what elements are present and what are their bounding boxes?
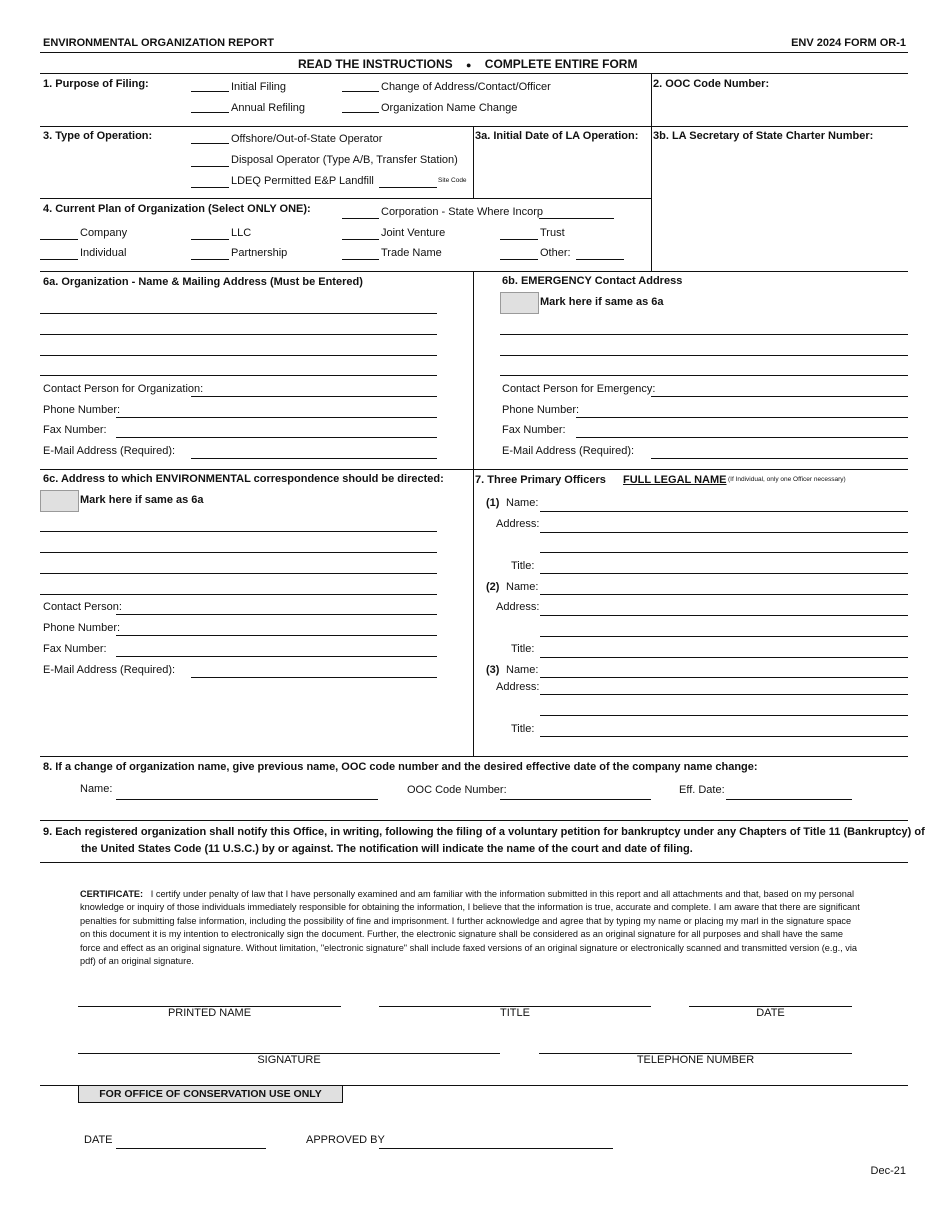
officer-1-number: (1) — [486, 497, 500, 509]
offshore-label: Offshore/Out-of-State Operator — [231, 133, 383, 145]
form-id: ENV 2024 FORM OR-1 — [791, 37, 906, 49]
env-address-line-2[interactable] — [40, 552, 437, 553]
site-code-field[interactable] — [379, 187, 437, 188]
plan-of-organization-label: 4. Current Plan of Organization (Select ONLY ONE): — [43, 203, 311, 215]
emergency-email-field[interactable] — [651, 458, 908, 459]
emergency-phone-field[interactable] — [576, 417, 908, 418]
divider — [40, 469, 908, 470]
env-email-field[interactable] — [191, 677, 437, 678]
certificate-text-block — [80, 888, 860, 968]
emergency-same-checkbox[interactable] — [500, 292, 539, 314]
org-address-label: 6a. Organization - Name & Mailing Address (Must be Entered) — [43, 276, 363, 288]
officer-1-name-field[interactable] — [540, 511, 908, 512]
bullet-icon: ● — [466, 60, 472, 70]
eff-date-label: Eff. Date: — [679, 784, 725, 796]
officer-2-address-line-2[interactable] — [540, 636, 908, 637]
org-fax-label: Fax Number: — [43, 424, 107, 436]
individual-label: Individual — [80, 247, 127, 259]
individual-checkbox[interactable] — [40, 259, 78, 260]
env-phone-label: Phone Number: — [43, 622, 121, 634]
divider — [40, 198, 651, 199]
type-of-operation-label: 3. Type of Operation: — [43, 130, 153, 142]
officer-2-address-field[interactable] — [540, 615, 908, 616]
charter-number-label: 3b. LA Secretary of State Charter Number: — [653, 130, 874, 142]
annual-refiling-checkbox[interactable] — [191, 112, 229, 113]
certificate-heading: CERTIFICATE: — [80, 889, 144, 899]
other-field[interactable] — [576, 259, 624, 260]
company-label: Company — [80, 227, 128, 239]
divider — [651, 73, 652, 271]
purpose-of-filing-label: 1. Purpose of Filing: — [43, 78, 149, 90]
org-address-line-1[interactable] — [40, 313, 437, 314]
env-email-label: E-Mail Address (Required): — [43, 664, 176, 676]
disposal-label: Disposal Operator (Type A/B, Transfer Station) — [231, 154, 458, 166]
telephone-label: TELEPHONE NUMBER — [636, 1054, 755, 1066]
org-phone-label: Phone Number: — [43, 404, 121, 416]
officer-3-number: (3) — [486, 664, 500, 676]
initial-filing-checkbox[interactable] — [191, 91, 229, 92]
env-address-line-3[interactable] — [40, 573, 437, 574]
env-fax-field[interactable] — [116, 656, 437, 657]
disposal-checkbox[interactable] — [191, 166, 229, 167]
officer-3-title-field[interactable] — [540, 736, 908, 737]
change-address-label: Change of Address/Contact/Officer — [381, 81, 551, 93]
landfill-checkbox[interactable] — [191, 187, 229, 188]
officer-3-title-label: Title: — [511, 723, 535, 735]
officer-1-name-label: Name: — [506, 497, 539, 509]
emergency-fax-label: Fax Number: — [502, 424, 566, 436]
offshore-checkbox[interactable] — [191, 143, 229, 144]
env-contact-label: Contact Person: — [43, 601, 122, 613]
divider — [473, 126, 474, 198]
trust-label: Trust — [540, 227, 565, 239]
primary-officers-label: 7. Three Primary Officers — [475, 474, 606, 486]
officer-1-title-label: Title: — [511, 560, 535, 572]
divider — [40, 820, 908, 821]
llc-checkbox[interactable] — [191, 239, 229, 240]
annual-refiling-label: Annual Refiling — [231, 102, 305, 114]
officer-2-number: (2) — [486, 581, 500, 593]
incorp-state-field[interactable] — [539, 218, 614, 219]
signature-label: SIGNATURE — [257, 1054, 321, 1066]
partnership-label: Partnership — [231, 247, 288, 259]
emergency-contact-field[interactable] — [651, 396, 908, 397]
eff-date-field[interactable] — [726, 799, 852, 800]
partnership-checkbox[interactable] — [191, 259, 229, 260]
joint-venture-label: Joint Venture — [381, 227, 446, 239]
officer-2-title-field[interactable] — [540, 657, 908, 658]
trust-checkbox[interactable] — [500, 239, 538, 240]
name-change-section-label: 8. If a change of organization name, give previous name, OOC code number and the desired effective date of the company name change: — [43, 761, 758, 773]
printed-name-label: PRINTED NAME — [167, 1007, 252, 1019]
trade-name-label: Trade Name — [381, 247, 442, 259]
emergency-fax-field[interactable] — [576, 437, 908, 438]
ooc-code-label: 2. OOC Code Number: — [653, 78, 770, 90]
other-checkbox[interactable] — [500, 259, 538, 260]
date-label: DATE — [756, 1007, 785, 1019]
full-legal-name-label: FULL LEGAL NAME — [623, 474, 727, 486]
env-same-checkbox[interactable] — [40, 490, 79, 512]
revision-date: Dec-21 — [870, 1165, 906, 1177]
title-label: TITLE — [500, 1007, 530, 1019]
trade-name-checkbox[interactable] — [342, 259, 379, 260]
org-address-line-2[interactable] — [40, 334, 437, 335]
previous-ooc-label: OOC Code Number: — [407, 784, 507, 796]
site-code-label: Site Code — [438, 177, 467, 184]
name-change-checkbox[interactable] — [342, 112, 379, 113]
officer-3-address-field[interactable] — [540, 694, 908, 695]
emergency-address-line-2[interactable] — [500, 355, 908, 356]
officer-3-address-label: Address: — [496, 681, 540, 693]
previous-name-field[interactable] — [116, 799, 378, 800]
form-title: ENVIRONMENTAL ORGANIZATION REPORT — [43, 37, 274, 49]
emergency-address-label: 6b. EMERGENCY Contact Address — [502, 275, 683, 287]
divider — [40, 126, 908, 127]
org-fax-field[interactable] — [116, 437, 437, 438]
initial-date-label: 3a. Initial Date of LA Operation: — [475, 130, 639, 142]
divider — [40, 756, 908, 757]
officers-note: (If Individual, only one Officer necessary) — [728, 476, 846, 483]
certificate-body: I certify under penalty of law that I have personally examined and am familiar with the information submitted in this report and all attachments and that, based on my personal knowledge or inquiry of those individuals immediately responsible for obtaining the information, I believe that the information is true, accurate and complete. I am aware that there are significant penalties for submitting false information, including the possibility of fine and imprisonment. I further acknowledge and agree that by typing my name or placing my marl in the signature space on this document it is my intention to electronically sign the document. Further, the electronic signature shall be considered as an original signature for all purposes and shall have the same force and effect as an original signature. Without limitation, "electronic signature" shall include faxed versions of an original signature or electronically scanned and transmitted version (e.g., via pdf) of an original signature. — [80, 889, 860, 967]
initial-filing-label: Initial Filing — [231, 81, 287, 93]
corporation-checkbox[interactable] — [342, 218, 379, 219]
emergency-phone-label: Phone Number: — [502, 404, 580, 416]
emergency-contact-label: Contact Person for Emergency: — [502, 383, 656, 395]
officer-1-address-label: Address: — [496, 518, 540, 530]
llc-label: LLC — [231, 227, 252, 239]
org-contact-label: Contact Person for Organization: — [43, 383, 204, 395]
previous-ooc-field[interactable] — [500, 799, 651, 800]
emergency-same-label: Mark here if same as 6a — [540, 296, 664, 308]
env-correspondence-label: 6c. Address to which ENVIRONMENTAL correspondence should be directed: — [43, 473, 444, 485]
emergency-address-line-3[interactable] — [500, 375, 908, 376]
officer-2-address-label: Address: — [496, 601, 540, 613]
officer-1-address-line-2[interactable] — [540, 552, 908, 553]
office-use-banner: FOR OFFICE OF CONSERVATION USE ONLY — [78, 1085, 343, 1103]
org-phone-field[interactable] — [116, 417, 437, 418]
officer-2-title-label: Title: — [511, 643, 535, 655]
org-contact-field[interactable] — [191, 396, 437, 397]
joint-venture-checkbox[interactable] — [342, 239, 379, 240]
env-address-line-4[interactable] — [40, 594, 437, 595]
change-address-checkbox[interactable] — [342, 91, 379, 92]
env-address-line-1[interactable] — [40, 531, 437, 532]
divider — [40, 73, 908, 74]
org-email-field[interactable] — [191, 458, 437, 459]
divider — [473, 271, 474, 756]
env-fax-label: Fax Number: — [43, 643, 107, 655]
env-contact-field[interactable] — [116, 614, 437, 615]
emergency-email-label: E-Mail Address (Required): — [502, 445, 635, 457]
officer-3-name-field[interactable] — [540, 677, 908, 678]
officer-1-address-field[interactable] — [540, 532, 908, 533]
approved-by-label: APPROVED BY — [306, 1134, 385, 1146]
name-change-label: Organization Name Change — [381, 102, 518, 114]
org-address-line-3[interactable] — [40, 355, 437, 356]
divider — [40, 52, 908, 53]
approved-by-field[interactable] — [379, 1148, 613, 1149]
company-checkbox[interactable] — [40, 239, 78, 240]
corporation-label: Corporation - State Where Incorp — [381, 206, 544, 218]
divider — [40, 271, 908, 272]
office-date-field[interactable] — [116, 1148, 266, 1149]
org-address-line-4[interactable] — [40, 375, 437, 376]
env-phone-field[interactable] — [116, 635, 437, 636]
env-same-label: Mark here if same as 6a — [80, 494, 204, 506]
divider — [40, 862, 908, 863]
office-date-label: DATE — [84, 1134, 113, 1146]
officer-3-address-line-2[interactable] — [540, 715, 908, 716]
other-label: Other: — [540, 247, 571, 259]
emergency-address-line-1[interactable] — [500, 334, 908, 335]
officer-2-name-label: Name: — [506, 581, 539, 593]
landfill-label: LDEQ Permitted E&P Landfill — [231, 175, 374, 187]
instructions-banner — [298, 57, 637, 71]
officer-1-title-field[interactable] — [540, 573, 908, 574]
org-email-label: E-Mail Address (Required): — [43, 445, 176, 457]
instructions-right: COMPLETE ENTIRE FORM — [484, 57, 638, 71]
bankruptcy-notice-line-1: 9. Each registered organization shall notify this Office, in writing, following the filing of a voluntary petition for bankruptcy under any Chapters of Title 11 (Bankruptcy) of — [43, 826, 925, 838]
previous-name-label: Name: — [80, 783, 113, 795]
bankruptcy-notice-line-2: the United States Code (11 U.S.C.) by or against. The notification will indicate the name of the court and date of filing. — [81, 843, 693, 855]
officer-2-name-field[interactable] — [540, 594, 908, 595]
officer-3-name-label: Name: — [506, 664, 539, 676]
instructions-left: READ THE INSTRUCTIONS — [298, 57, 453, 71]
